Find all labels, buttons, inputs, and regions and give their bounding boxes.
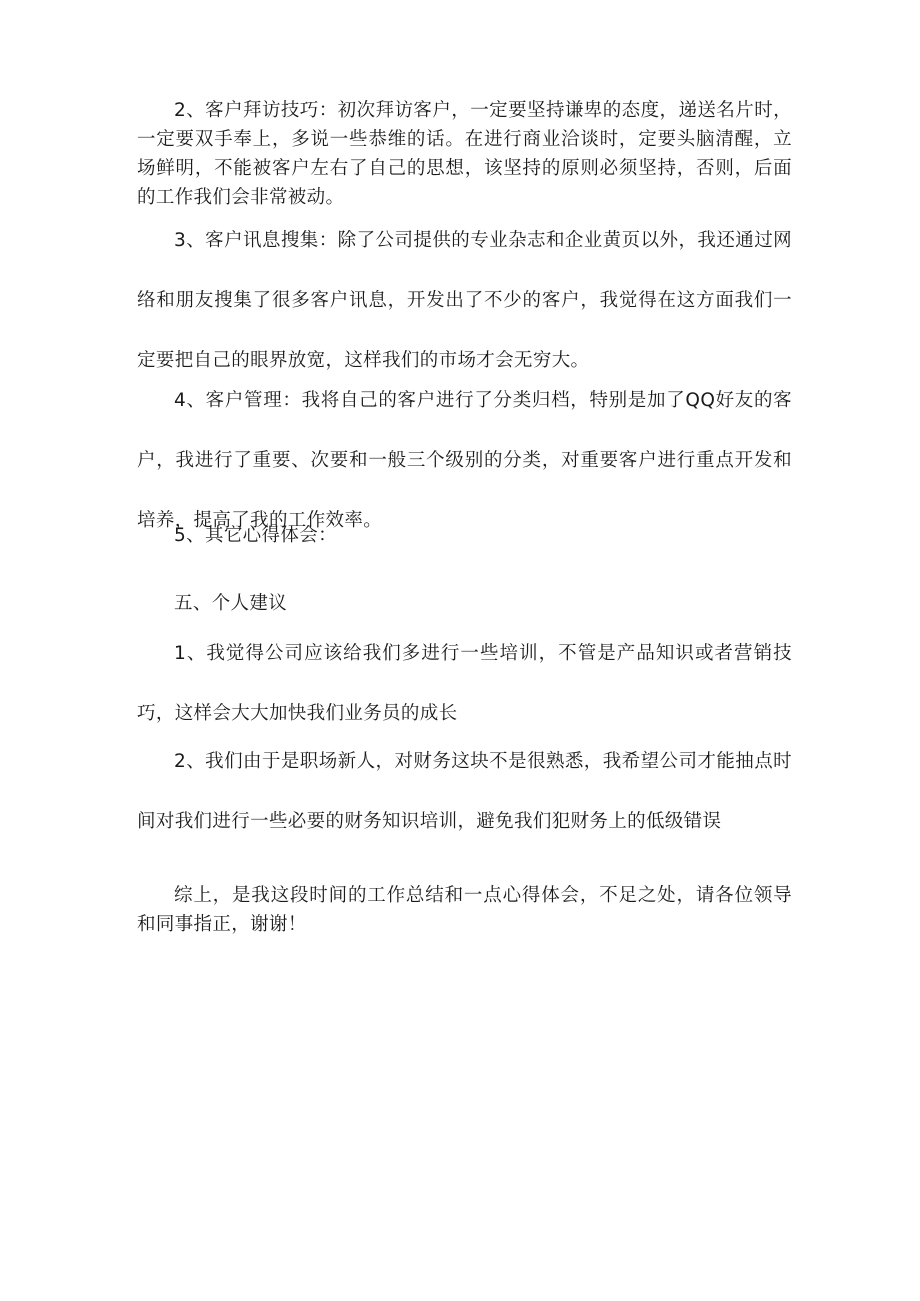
paragraph-client-management: 4、客户管理：我将自己的客户进行了分类归档，特别是加了QQ好友的客户，我进行了重要、次要和一般三个级别的分类，对重要客户进行重点开发和培养，提高了我的工作效率。 bbox=[137, 390, 792, 531]
paragraph-conclusion: 综上，是我这段时间的工作总结和一点心得体会，不足之处，请各位领导和同事指正，谢谢！ bbox=[137, 885, 792, 935]
paragraph-client-info-collection: 3、客户讯息搜集：除了公司提供的专业杂志和企业黄页以外，我还通过网络和朋友搜集了很多客户讯息，开发出了不少的客户，我觉得在这方面我们一定要把自己的眼界放宽，这样我们的市场才会无穷大。 bbox=[137, 230, 792, 371]
paragraph-other-experiences: 5、其它心得体会： bbox=[174, 525, 337, 546]
paragraph-client-visit-tips: 2、客户拜访技巧：初次拜访客户，一定要坚持谦卑的态度，递送名片时，一定要双手奉上，多说一些恭维的话。在进行商业洽谈时，定要头脑清醒，立场鲜明，不能被客户左右了自己的思想，该坚持的原则必须坚持，否则，后面的工作我们会非常被动。 bbox=[137, 100, 792, 208]
paragraph-suggestion-finance-training: 2、我们由于是职场新人，对财务这块不是很熟悉，我希望公司才能抽点时间对我们进行一些必要的财务知识培训，避免我们犯财务上的低级错误 bbox=[137, 751, 792, 832]
paragraph-suggestion-training: 1、我觉得公司应该给我们多进行一些培训，不管是产品知识或者营销技巧，这样会大大加快我们业务员的成长 bbox=[137, 643, 792, 724]
section-heading-personal-suggestions: 五、个人建议 bbox=[174, 593, 288, 614]
